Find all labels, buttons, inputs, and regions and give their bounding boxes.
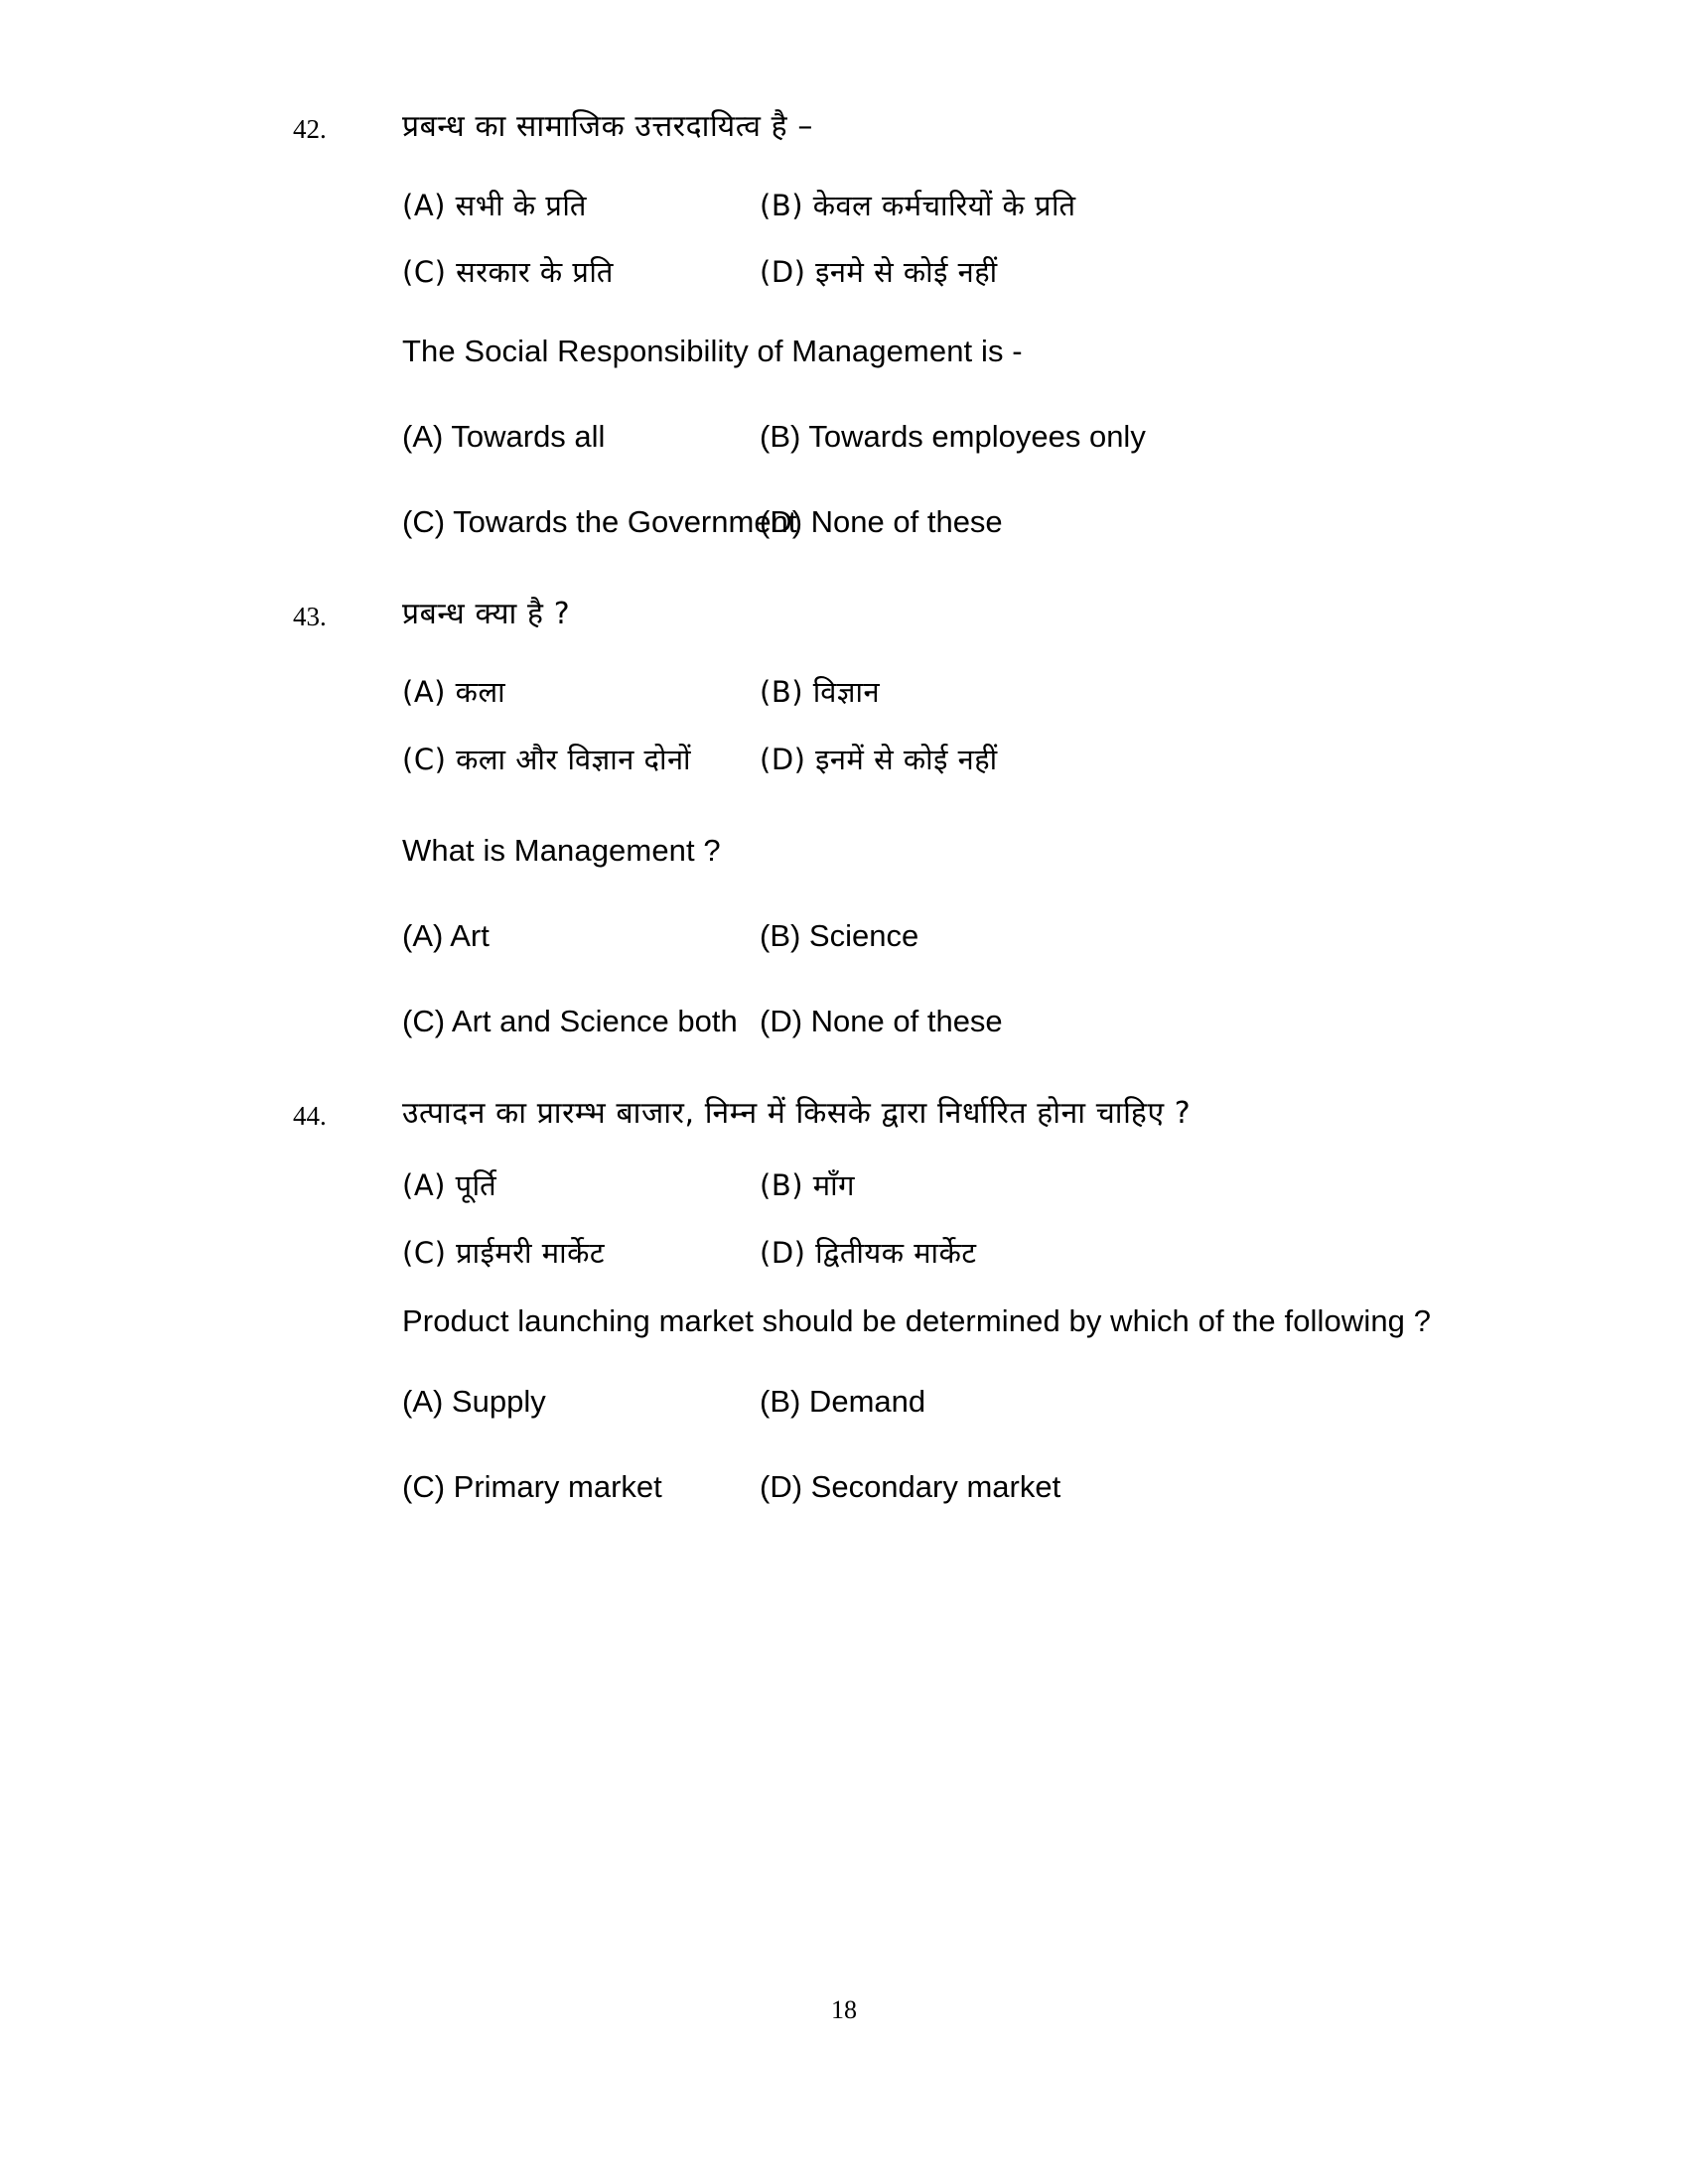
question-stem-english-43: What is Management ?: [402, 832, 721, 868]
option-c-hindi-44[interactable]: (C) प्राईमरी मार्केट: [402, 1235, 606, 1270]
question-number-42: 42.: [293, 114, 327, 144]
question-number-44: 44.: [293, 1100, 327, 1131]
questions-container: [293, 107, 1484, 1507]
option-a-hindi-43[interactable]: (A) कला: [402, 675, 506, 710]
option-c-hindi-43[interactable]: (C) कला और विज्ञान दोनों: [402, 742, 692, 776]
option-d-english-43[interactable]: (D) None of these: [760, 1004, 1003, 1039]
hindi-options-42: [402, 188, 1484, 225]
hindi-options-43-row2: [402, 742, 1484, 779]
option-a-english-42[interactable]: (A) Towards all: [402, 419, 606, 455]
english-options-44-row2: [402, 1467, 1484, 1507]
question-number-43: 43.: [293, 601, 327, 631]
option-d-english-42[interactable]: (D) None of these: [760, 504, 1003, 540]
option-c-english-43[interactable]: (C) Art and Science both: [402, 1004, 738, 1039]
option-d-english-44[interactable]: (D) Secondary market: [760, 1469, 1061, 1504]
option-a-hindi-42[interactable]: (A) सभी के प्रति: [402, 188, 587, 222]
english-options-42-row2: [402, 502, 1484, 542]
option-c-english-44[interactable]: (C) Primary market: [402, 1469, 662, 1504]
option-d-hindi-42[interactable]: (D) इनमे से कोई नहीं: [760, 255, 998, 290]
english-options-42: [402, 417, 1484, 457]
option-a-hindi-44[interactable]: (A) पूर्ति: [402, 1168, 497, 1203]
hindi-options-44: [402, 1167, 1484, 1205]
english-options-44: [402, 1382, 1484, 1422]
option-d-hindi-44[interactable]: (D) द्वितीयक मार्केट: [760, 1235, 977, 1270]
option-a-english-44[interactable]: (A) Supply: [402, 1383, 546, 1419]
question-stem-english-44: Product launching market should be determined by which of the following ?: [402, 1303, 1432, 1339]
option-b-hindi-42[interactable]: (B) केवल कर्मचारियों के प्रति: [760, 188, 1076, 222]
option-b-english-42[interactable]: (B) Towards employees only: [760, 419, 1146, 455]
page-number: 18: [831, 1995, 857, 2024]
question-block-43: [293, 595, 1484, 1042]
english-options-43: [402, 916, 1484, 956]
option-c-hindi-42[interactable]: (C) सरकार के प्रति: [402, 255, 614, 290]
option-a-english-43[interactable]: (A) Art: [402, 917, 490, 953]
question-stem-hindi-42: प्रबन्ध का सामाजिक उत्तरदायित्व है –: [402, 109, 813, 144]
option-b-hindi-43[interactable]: (B) विज्ञान: [760, 675, 881, 710]
hindi-options-43: [402, 674, 1484, 712]
option-b-english-43[interactable]: (B) Science: [760, 917, 919, 953]
hindi-options-44-row2: [402, 1235, 1484, 1273]
option-c-english-42[interactable]: (C) Towards the Government: [402, 504, 797, 540]
question-stem-english-42: The Social Responsibility of Management is -: [402, 333, 1023, 368]
hindi-options-42-row2: [402, 254, 1484, 292]
option-b-hindi-44[interactable]: (B) माँग: [760, 1168, 855, 1203]
english-options-43-row2: [402, 1002, 1484, 1041]
option-b-english-44[interactable]: (B) Demand: [760, 1383, 926, 1419]
question-block-42: [293, 107, 1484, 543]
question-stem-hindi-44: उत्पादन का प्रारम्भ बाजार, निम्न में किसके द्वारा निर्धारित होना चाहिए ?: [402, 1095, 1192, 1131]
question-block-44: [293, 1094, 1484, 1508]
option-d-hindi-43[interactable]: (D) इनमें से कोई नहीं: [760, 742, 998, 776]
question-stem-hindi-43: प्रबन्ध क्या है ?: [402, 596, 571, 631]
